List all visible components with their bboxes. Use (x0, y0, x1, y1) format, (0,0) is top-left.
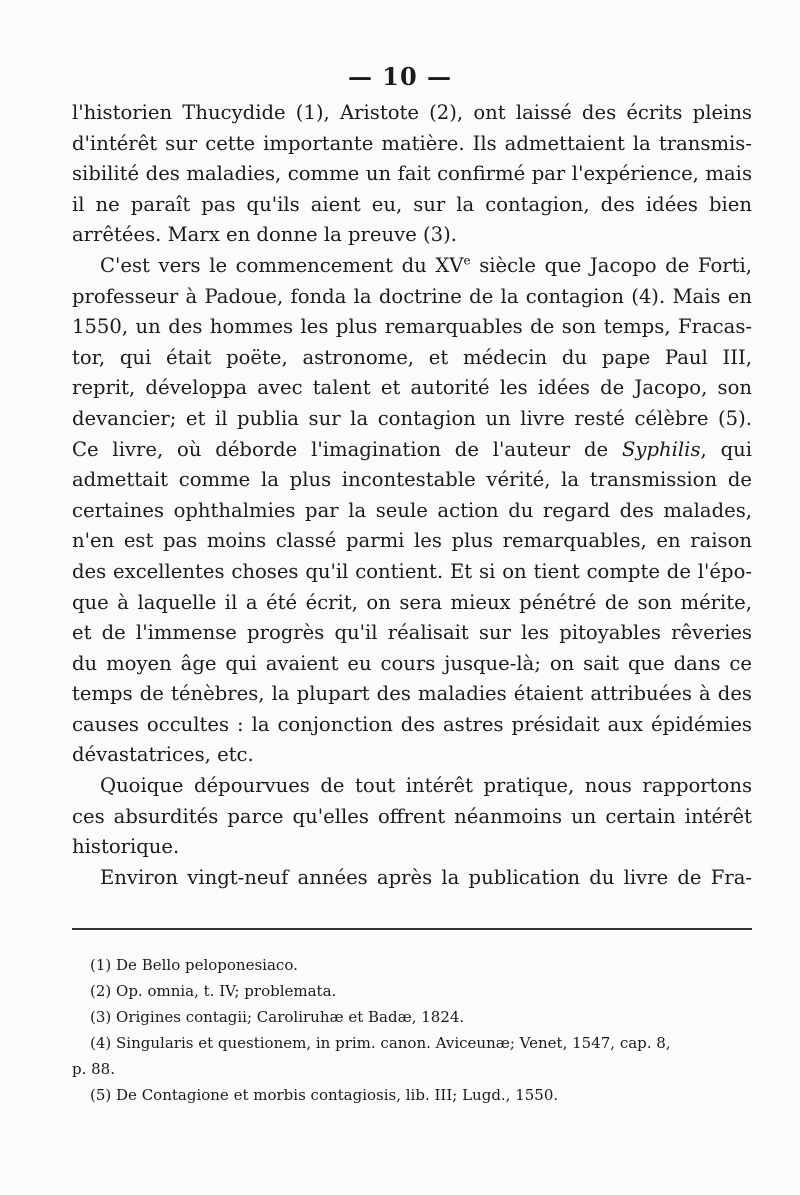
text-fragment: C'est vers le commencement du (100, 253, 436, 277)
footnote-number: (4) (90, 1034, 112, 1052)
footnote-text: Op. omnia, t. IV; problemata. (116, 982, 337, 1000)
footnote (72, 952, 752, 978)
footnote-text: De Bello peloponesiaco. (116, 956, 298, 974)
text-line: certaines ophthalmies par la seule action du regard des malades, (72, 498, 752, 522)
text-line: tor, qui était poëte, astronome, et médecin du pape Paul III, (72, 345, 752, 369)
text-line: historique. (72, 835, 180, 859)
footnote-continuation: p. 88. (72, 1060, 115, 1078)
footnote-number: (2) (90, 982, 112, 1000)
text-line: Environ vingt-neuf années après la publication du livre de Fra- (100, 865, 752, 889)
footnote-number: (1) (90, 956, 112, 974)
text-line: temps de ténèbres, la plupart des maladies étaient attribuées à des (72, 682, 752, 706)
text-line: arrêtées. Marx en donne la preuve (3). (72, 223, 457, 247)
text-line: n'en est pas moins classé parmi les plus remarquables, en raison (72, 529, 752, 553)
italic-title: Syphilis (621, 437, 701, 461)
text-fragment: Ce livre, où déborde l'imagination de l'auteur de (72, 437, 622, 461)
footnote-divider (72, 928, 752, 930)
text-line: l'historien Thucydide (1), Aristote (2), ont laissé des écrits pleins (72, 101, 752, 124)
text-line: dévastatrices, etc. (72, 743, 254, 767)
text-fragment: , qui (700, 437, 752, 461)
text-line: sibilité des maladies, comme un fait confirmé par l'expérience, mais (72, 162, 752, 186)
footnote-text: Singularis et questionem, in prim. canon. Aviceunæ; Venet, 1547, cap. 8, (116, 1034, 671, 1052)
footnote (72, 978, 752, 1004)
text-line: professeur à Padoue, fonda la doctrine de la contagion (4). Mais en (72, 284, 752, 308)
text-fragment: siècle que Jacopo de Forti, (470, 253, 752, 277)
text-line: 1550, un des hommes les plus remarquables de son temps, Fracas- (72, 315, 752, 339)
century-numeral: XV (435, 253, 464, 277)
footnote-number: (5) (90, 1086, 112, 1104)
text-line: d'intérêt sur cette importante matière. Ils admettaient la transmis- (72, 131, 752, 155)
footnotes (72, 952, 752, 1108)
body-text (72, 98, 752, 893)
superscript: e (463, 253, 471, 268)
text-line: devancier; et il publia sur la contagion un livre resté célèbre (5). (72, 406, 752, 430)
text-line: causes occultes : la conjonction des astres présidait aux épidémies (72, 712, 752, 736)
page-number: — 10 — (347, 62, 453, 91)
text-line (72, 435, 752, 466)
footnote-number: (3) (90, 1008, 112, 1026)
footnote-text: De Contagione et morbis contagiosis, lib. III; Lugd., 1550. (116, 1086, 559, 1104)
text-line: admettait comme la plus incontestable vérité, la transmission de (72, 468, 752, 492)
text-line: Quoique dépourvues de tout intérêt pratique, nous rapportons (100, 774, 752, 798)
text-line: que à laquelle il a été écrit, on sera mieux pénétré de son mérite, (72, 590, 752, 614)
footnote (72, 1004, 752, 1030)
text-line (72, 251, 752, 282)
text-line: reprit, développa avec talent et autorité les idées de Jacopo, son (72, 376, 752, 400)
footnote (72, 1082, 752, 1108)
text-line: ces absurdités parce qu'elles offrent néanmoins un certain intérêt (72, 804, 752, 828)
footnote (72, 1030, 752, 1056)
footnote-text: Origines contagii; Caroliruhæ et Badæ, 1824. (116, 1008, 465, 1026)
text-line: des excellentes choses qu'il contient. Et si on tient compte de l'épo- (72, 559, 752, 583)
text-line: et de l'immense progrès qu'il réalisait sur les pitoyables rêveries (72, 621, 752, 645)
text-line: du moyen âge qui avaient eu cours jusque-là; on sait que dans ce (72, 651, 752, 675)
text-line: il ne paraît pas qu'ils aient eu, sur la contagion, des idées bien (72, 192, 752, 216)
